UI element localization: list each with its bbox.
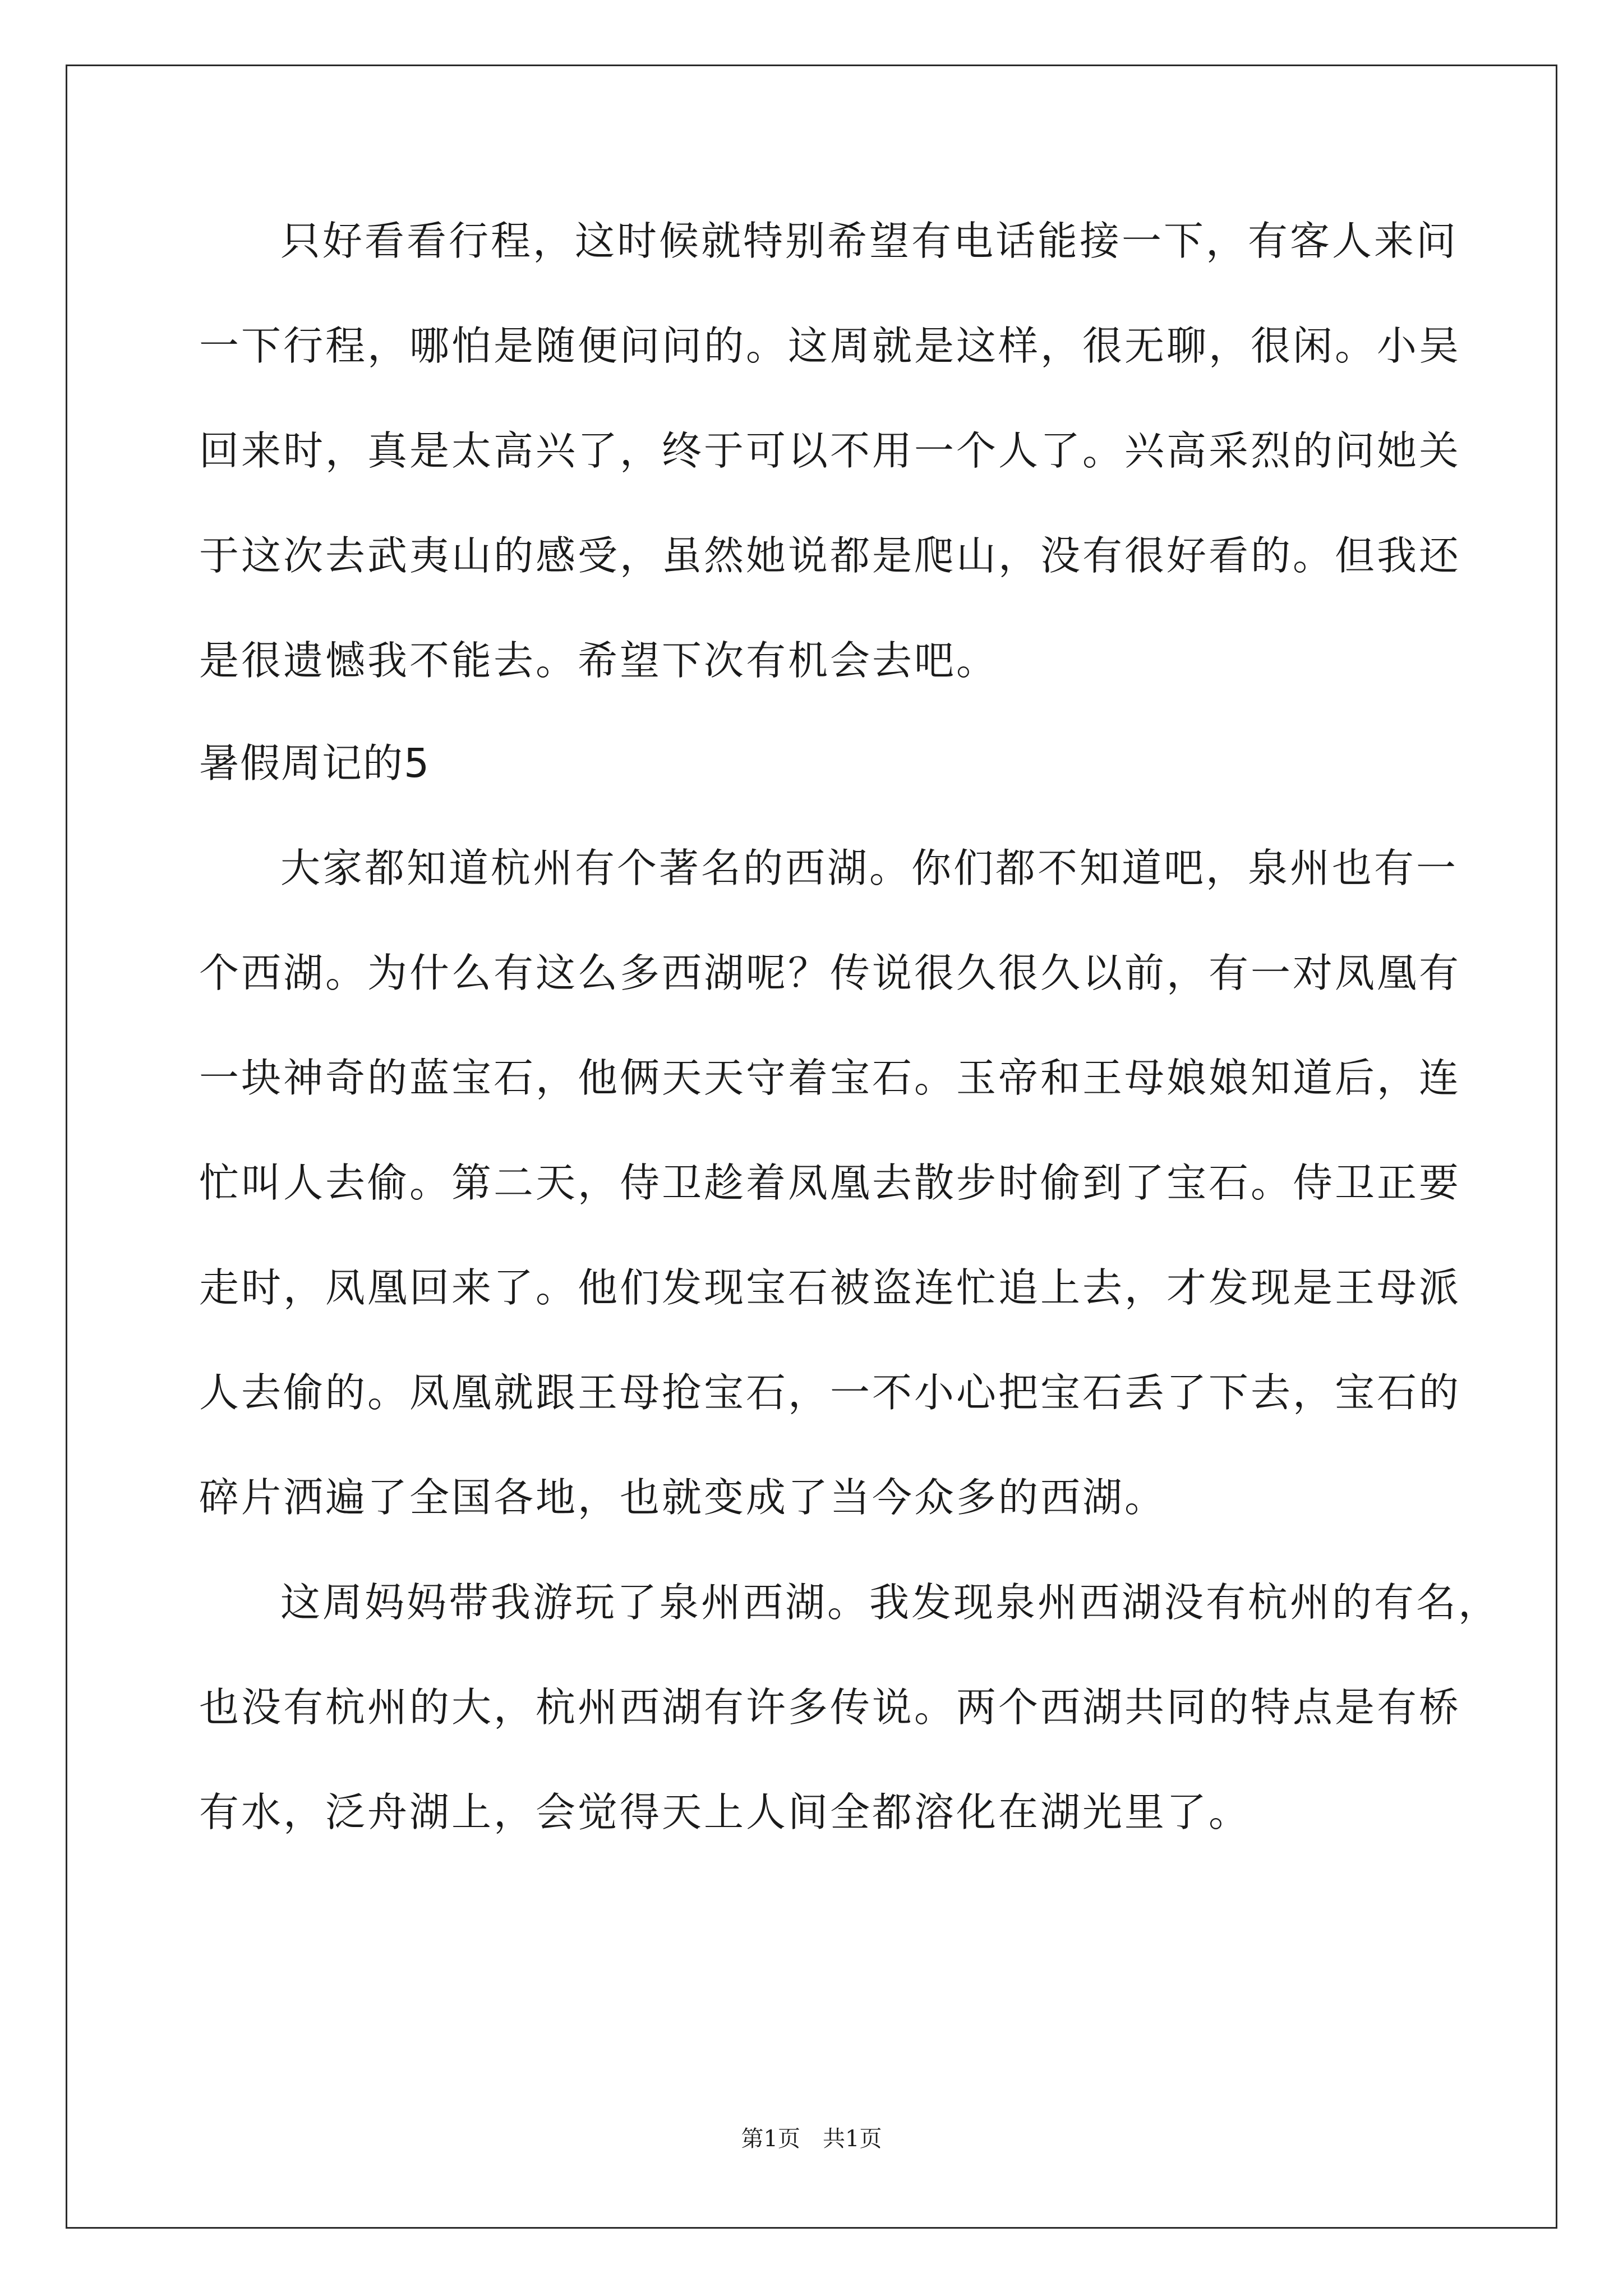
paragraph-1-line-5: 是很遗憾我不能去。希望下次有机会去吧。 <box>199 637 999 684</box>
paragraph-2-line-2: 个西湖。为什么有这么多西湖呢？传说很久很久以前，有一对凤凰有 <box>199 950 1461 996</box>
paragraph-3-line-3: 有水，泛舟湖上，会觉得天上人间全都溶化在湖光里了。 <box>199 1789 1251 1835</box>
paragraph-2-line-6: 人去偷的。凤凰就跟王母抢宝石，一不小心把宝石丢了下去，宝石的 <box>199 1369 1461 1416</box>
paragraph-1-line-2: 一下行程，哪怕是随便问问的。这周就是这样，很无聊，很闲。小吴 <box>199 323 1461 369</box>
paragraph-2-line-4: 忙叫人去偷。第二天，侍卫趁着凤凰去散步时偷到了宝石。侍卫正要 <box>199 1159 1461 1206</box>
paragraph-1-line-3: 回来时，真是太高兴了，终于可以不用一个人了。兴高采烈的问她关 <box>199 427 1461 474</box>
paragraph-2-line-1: 大家都知道杭州有个著名的西湖。你们都不知道吧，泉州也有一 <box>280 845 1459 891</box>
paragraph-1-line-1: 只好看看行程，这时候就特别希望有电话能接一下，有客人来问 <box>280 218 1459 264</box>
paragraph-2-line-3: 一块神奇的蓝宝石，他俩天天守着宝石。玉帝和王母娘娘知道后，连 <box>199 1055 1461 1101</box>
paragraph-3-line-1: 这周妈妈带我游玩了泉州西湖。我发现泉州西湖没有杭州的有名， <box>280 1579 1501 1626</box>
section-heading: 暑假周记的5 <box>199 740 431 786</box>
page-number-footer: 第1页 共1页 <box>741 2126 882 2152</box>
paragraph-2-line-7: 碎片洒遍了全国各地，也就变成了当今众多的西湖。 <box>199 1474 1167 1521</box>
paragraph-1-line-4: 于这次去武夷山的感受，虽然她说都是爬山，没有很好看的。但我还 <box>199 532 1461 579</box>
paragraph-3-line-2: 也没有杭州的大，杭州西湖有许多传说。两个西湖共同的特点是有桥 <box>199 1684 1461 1731</box>
page-border <box>66 65 1557 2229</box>
paragraph-2-line-5: 走时，凤凰回来了。他们发现宝石被盗连忙追上去，才发现是王母派 <box>199 1264 1461 1311</box>
